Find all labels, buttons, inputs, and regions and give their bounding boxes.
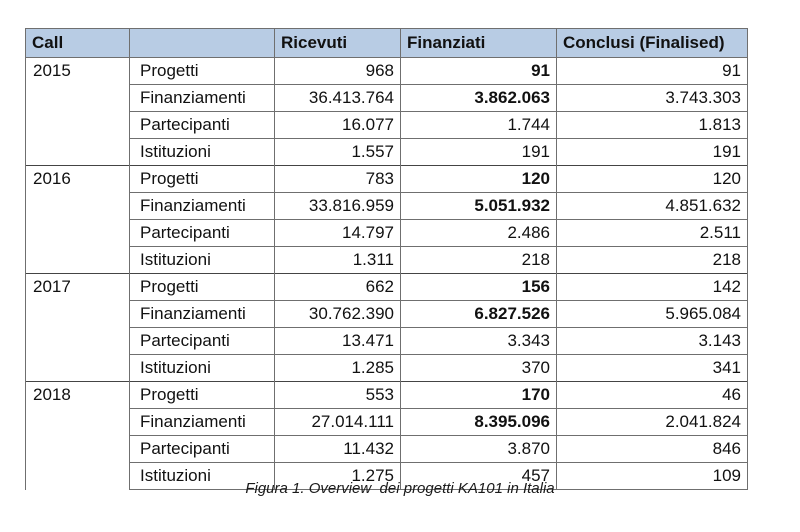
finanziati-value: 6.827.526 bbox=[401, 301, 557, 328]
metric-label: Partecipanti bbox=[130, 112, 275, 139]
table-row bbox=[26, 328, 748, 355]
table-row bbox=[26, 85, 748, 112]
metric-label: Finanziamenti bbox=[130, 193, 275, 220]
table-row bbox=[26, 139, 748, 166]
table-row bbox=[26, 112, 748, 139]
table-row bbox=[26, 193, 748, 220]
ricevuti-value: 1.285 bbox=[275, 355, 401, 382]
header-call: Call bbox=[26, 29, 130, 58]
finanziati-value: 3.862.063 bbox=[401, 85, 557, 112]
figure-caption: Figura 1. Overview dei progetti KA101 in Italia bbox=[245, 480, 555, 497]
table-row bbox=[26, 220, 748, 247]
conclusi-value: 46 bbox=[557, 382, 748, 409]
metric-label: Istituzioni bbox=[130, 355, 275, 382]
conclusi-value: 120 bbox=[557, 166, 748, 193]
finanziati-value: 156 bbox=[401, 274, 557, 301]
finanziati-value: 120 bbox=[401, 166, 557, 193]
finanziati-value: 91 bbox=[401, 58, 557, 85]
call-year: 2016 bbox=[26, 166, 130, 274]
finanziati-value: 191 bbox=[401, 139, 557, 166]
table-row bbox=[26, 274, 748, 301]
conclusi-value: 846 bbox=[557, 436, 748, 463]
conclusi-value: 2.041.824 bbox=[557, 409, 748, 436]
metric-label: Progetti bbox=[130, 166, 275, 193]
finanziati-value: 2.486 bbox=[401, 220, 557, 247]
ricevuti-value: 13.471 bbox=[275, 328, 401, 355]
table-row bbox=[26, 382, 748, 409]
conclusi-value: 2.511 bbox=[557, 220, 748, 247]
finanziati-value: 5.051.932 bbox=[401, 193, 557, 220]
ricevuti-value: 1.311 bbox=[275, 247, 401, 274]
header-finanziati: Finanziati bbox=[401, 29, 557, 58]
ricevuti-value: 16.077 bbox=[275, 112, 401, 139]
metric-label: Istituzioni bbox=[130, 247, 275, 274]
metric-label: Partecipanti bbox=[130, 328, 275, 355]
conclusi-value: 142 bbox=[557, 274, 748, 301]
conclusi-value: 1.813 bbox=[557, 112, 748, 139]
table-row bbox=[26, 436, 748, 463]
metric-label: Progetti bbox=[130, 58, 275, 85]
ricevuti-value: 553 bbox=[275, 382, 401, 409]
finanziati-value: 370 bbox=[401, 355, 557, 382]
metric-label: Finanziamenti bbox=[130, 409, 275, 436]
metric-label: Istituzioni bbox=[130, 139, 275, 166]
finanziati-value: 3.343 bbox=[401, 328, 557, 355]
ricevuti-value: 662 bbox=[275, 274, 401, 301]
ricevuti-value: 36.413.764 bbox=[275, 85, 401, 112]
conclusi-value: 5.965.084 bbox=[557, 301, 748, 328]
metric-label: Progetti bbox=[130, 274, 275, 301]
metric-label: Finanziamenti bbox=[130, 301, 275, 328]
header-row bbox=[26, 29, 748, 58]
metric-label: Partecipanti bbox=[130, 436, 275, 463]
ricevuti-value: 783 bbox=[275, 166, 401, 193]
ricevuti-value: 1.557 bbox=[275, 139, 401, 166]
header-conclusi: Conclusi (Finalised) bbox=[557, 29, 748, 58]
metric-label: Partecipanti bbox=[130, 220, 275, 247]
finanziati-value: 170 bbox=[401, 382, 557, 409]
finanziati-value: 8.395.096 bbox=[401, 409, 557, 436]
call-year: 2015 bbox=[26, 58, 130, 166]
ricevuti-value: 1.275 bbox=[275, 463, 401, 490]
call-year: 2017 bbox=[26, 274, 130, 382]
header-ricevuti: Ricevuti bbox=[275, 29, 401, 58]
conclusi-value: 3.743.303 bbox=[557, 85, 748, 112]
call-year: 2018 bbox=[26, 382, 130, 490]
finanziati-value: 218 bbox=[401, 247, 557, 274]
ricevuti-value: 968 bbox=[275, 58, 401, 85]
finanziati-value: 1.744 bbox=[401, 112, 557, 139]
conclusi-value: 341 bbox=[557, 355, 748, 382]
metric-label: Progetti bbox=[130, 382, 275, 409]
conclusi-value: 91 bbox=[557, 58, 748, 85]
table-body bbox=[26, 58, 748, 490]
ka101-overview-table bbox=[25, 28, 748, 490]
table-row bbox=[26, 355, 748, 382]
table-row bbox=[26, 409, 748, 436]
table-row bbox=[26, 247, 748, 274]
conclusi-value: 3.143 bbox=[557, 328, 748, 355]
conclusi-value: 218 bbox=[557, 247, 748, 274]
finanziati-value: 3.870 bbox=[401, 436, 557, 463]
ricevuti-value: 14.797 bbox=[275, 220, 401, 247]
conclusi-value: 109 bbox=[557, 463, 748, 490]
metric-label: Finanziamenti bbox=[130, 85, 275, 112]
conclusi-value: 191 bbox=[557, 139, 748, 166]
table-row bbox=[26, 301, 748, 328]
header-metric bbox=[130, 29, 275, 58]
metric-label: Istituzioni bbox=[130, 463, 275, 490]
ricevuti-value: 30.762.390 bbox=[275, 301, 401, 328]
ricevuti-value: 33.816.959 bbox=[275, 193, 401, 220]
table-row bbox=[26, 58, 748, 85]
ricevuti-value: 11.432 bbox=[275, 436, 401, 463]
ricevuti-value: 27.014.111 bbox=[275, 409, 401, 436]
conclusi-value: 4.851.632 bbox=[557, 193, 748, 220]
finanziati-value: 457 bbox=[401, 463, 557, 490]
table-row bbox=[26, 166, 748, 193]
